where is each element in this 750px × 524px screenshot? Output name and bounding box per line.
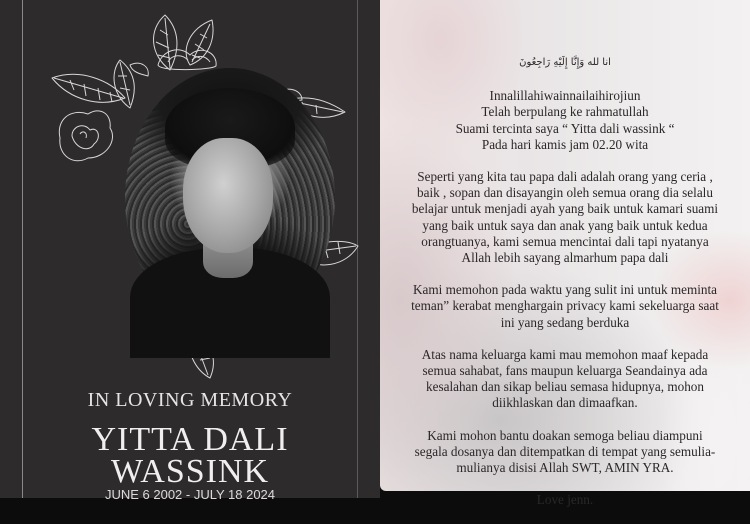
memorial-name-line1: YITTA DALI [91,421,289,458]
message-line: kesalahan dan sikap beliau semasa hidupnya, mohon [426,379,704,395]
message-line: Pada hari kamis jam 02.20 wita [481,136,649,152]
message-paragraph [380,88,750,153]
message-line: Innalillahiwainnailaihirojiun [489,88,641,104]
message-line: segala dosanya dan ditempatkan di tempat yang semulia- [414,443,716,459]
message-line: Allah lebih sayang almarhum papa dali [461,250,669,266]
message-line: Kami mohon bantu doakan semoga beliau diampuni [427,427,703,443]
message-line: mulianya disisi Allah SWT, AMIN YRA. [456,460,674,476]
portrait-face [183,138,273,253]
message-paragraph [380,169,750,266]
message-panel [380,0,750,508]
arabic-verse: انا لله وَإِنَّا إِلَيْهِ رَاجِعُونَ [519,57,611,68]
message-line: Suami tercinta saya “ Yitta dali wassink “ [455,120,675,136]
memorial-name-line2: WASSINK [110,453,270,490]
message-paragraph [380,282,750,331]
message-line: belajar untuk menjadi ayah yang baik untuk kamari suami [411,201,719,217]
message-signoff [380,492,750,508]
message-line: Seperti yang kita tau papa dali adalah orang yang ceria , [417,169,713,185]
message-paragraph [380,428,750,477]
memorial-dates: JUNE 6 2002 - JULY 18 2024 [104,487,276,502]
memorial-card [0,0,380,502]
message-line: baik , sopan dan disayangin oleh semua orang dia selalu [417,185,713,201]
memorial-name [22,421,358,490]
message-line: Atas nama keluarga kami mau memohon maaf kepada [421,346,709,362]
portrait-photo [125,68,335,328]
message-line: yang baik untuk saya dan anak yang baik untuk kedua [422,217,708,233]
message-line: Kami memohon pada waktu yang sulit ini untuk meminta [413,282,717,298]
message-line: ini yang sedang berduka [500,314,630,330]
message-paragraph [380,347,750,412]
message-line: diikhlaskan dan dimaafkan. [492,395,638,411]
message-line: orangtuanya, kami semua mencintai dali tapi nyatanya [421,233,709,249]
portrait-frame [40,10,360,380]
memorial-heading: IN LOVING MEMORY [87,389,293,411]
message-line: Love jenn. [536,492,594,508]
message-line: teman” kerabat menghargain privacy kami sekeluarga saat [411,298,719,314]
message-line: semua sahabat, fans maupun keluarga Seandainya ada [422,363,708,379]
message-line: Telah berpulang ke rahmatullah [481,104,649,120]
message-body [380,55,750,524]
